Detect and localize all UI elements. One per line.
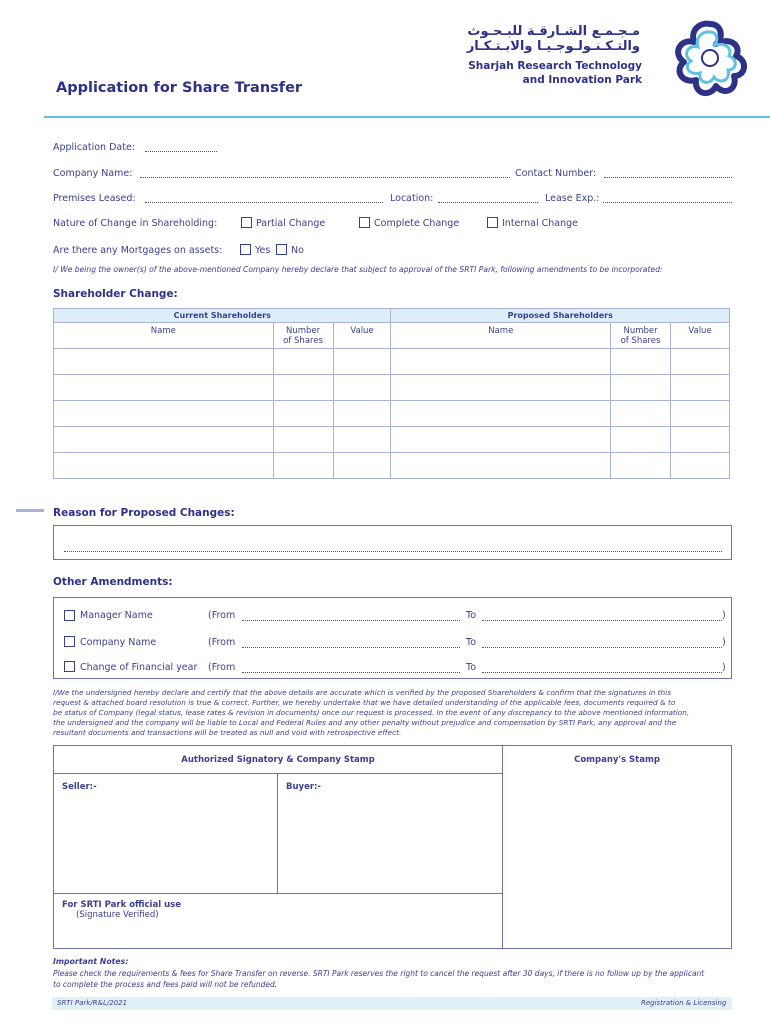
table-row <box>54 401 730 427</box>
logo-arabic-text <box>467 24 640 54</box>
company-stamp-box[interactable] <box>503 746 732 949</box>
important-notes-heading: Important Notes: <box>53 957 129 966</box>
application-date-field[interactable] <box>145 151 217 152</box>
contact-number-label: Contact Number: <box>515 168 597 179</box>
important-notes-text: Please check the requirements & fees for Share Transfer on reverse. SRTI Park reserves the right to cancel the request after 30 days, if there is no follow up by the applicant to complete the process and fees paid will not be refunded. <box>53 969 705 989</box>
location-field[interactable] <box>438 202 538 203</box>
proposed-value-header: Value <box>671 323 730 349</box>
mortgage-no-checkbox[interactable] <box>276 244 287 255</box>
official-use-box[interactable] <box>54 894 503 949</box>
contact-number-field[interactable] <box>604 177 732 178</box>
company-name-from: (From <box>208 637 236 648</box>
manager-name-from: (From <box>208 610 236 621</box>
manager-name-from-field[interactable] <box>242 620 460 621</box>
footer-bar <box>52 997 732 1010</box>
manager-name-label: Manager Name <box>80 610 153 621</box>
mortgage-yes-checkbox[interactable] <box>240 244 251 255</box>
premises-leased-label: Premises Leased: <box>53 193 136 204</box>
proposed-shares-header: Number of Shares <box>611 323 671 349</box>
internal-change-checkbox[interactable] <box>487 217 498 228</box>
logo-en-line1: Sharjah Research Technology <box>468 60 642 72</box>
footer-department: Registration & Licensing <box>641 999 727 1007</box>
complete-change-checkbox[interactable] <box>359 217 370 228</box>
company-name-from-field[interactable] <box>242 647 460 648</box>
current-name-header: Name <box>54 323 274 349</box>
seller-label: Seller:- <box>62 782 97 792</box>
mortgage-no-label: No <box>291 245 304 256</box>
table-row <box>54 349 730 375</box>
application-date-label: Application Date: <box>53 142 136 153</box>
location-label: Location: <box>390 193 434 204</box>
nature-of-change-label: Nature of Change in Shareholding: <box>53 218 218 229</box>
company-name-close: ) <box>722 637 726 648</box>
logo-en-line2: and Innovation Park <box>522 74 642 86</box>
complete-change-label: Complete Change <box>374 218 460 229</box>
shareholder-table <box>53 308 730 479</box>
reason-heading: Reason for Proposed Changes: <box>53 507 235 519</box>
reason-line <box>64 551 722 552</box>
lease-exp-field[interactable] <box>603 202 732 203</box>
partial-change-checkbox[interactable] <box>241 217 252 228</box>
header-divider <box>44 116 770 118</box>
signature-table <box>53 745 732 949</box>
premises-leased-field[interactable] <box>145 202 383 203</box>
other-amendments-heading: Other Amendments: <box>53 576 173 588</box>
declaration-text-2: I/We the undersigned hereby declare and certify that the above details are accurate which is verified by the proposed Shareholders & confirm that the signatures in this request & attached board resolution is true & correct. Further, we hereby undertake that we have detailed understanding of the applicable fees, documents required & to be status of Company (legal status, lease rates & revision in documents) once our request is processed. In the event of any discrepancy to the above mentioned information, the undersigned and the company will be liable to Local and Federal Rules and any other penalty without prejudice and compensation by SRTI Park, any approval and the resultant documents and transactions will be treated as null and void with retrospective effect. <box>53 688 690 737</box>
manager-name-to: To <box>466 610 477 621</box>
proposed-name-header: Name <box>391 323 611 349</box>
manager-name-to-field[interactable] <box>482 620 722 621</box>
company-name-to-field[interactable] <box>482 647 722 648</box>
buyer-signature-box[interactable] <box>278 774 503 894</box>
financial-year-to-field[interactable] <box>482 672 722 673</box>
page-title: Application for Share Transfer <box>56 80 303 96</box>
srti-logo-icon <box>664 18 756 98</box>
mortgages-label: Are there any Mortgages on assets: <box>53 245 223 256</box>
company-name-field[interactable] <box>140 177 510 178</box>
manager-name-checkbox[interactable] <box>64 610 75 621</box>
logo-arabic-line2: والتـكـنـولـوجـيـا والابـتـكـار <box>466 39 640 54</box>
company-name-label: Company Name: <box>53 168 133 179</box>
current-shareholders-header: Current Shareholders <box>54 309 391 323</box>
official-use-label: For SRTI Park official use <box>62 900 181 910</box>
logo-english-text <box>468 59 642 87</box>
table-row <box>54 375 730 401</box>
financial-year-from: (From <box>208 662 236 673</box>
shareholder-change-heading: Shareholder Change: <box>53 288 178 300</box>
mortgage-yes-label: Yes <box>255 245 271 256</box>
proposed-shareholders-header: Proposed Shareholders <box>391 309 730 323</box>
margin-marker <box>16 509 44 512</box>
seller-signature-box[interactable] <box>54 774 278 894</box>
company-name-checkbox[interactable] <box>64 636 75 647</box>
table-row <box>54 453 730 479</box>
reason-box[interactable] <box>53 525 732 560</box>
footer-reference: SRTI Park/R&L/2021 <box>57 999 128 1007</box>
declaration-text-1: I/ We being the owner(s) of the above-mentioned Company hereby declare that subject to approval of the SRTI Park, following amendments to be incorporated: <box>53 265 663 274</box>
signature-verified-label: (Signature Verified) <box>76 910 159 920</box>
financial-year-label: Change of Financial year <box>80 662 198 673</box>
partial-change-label: Partial Change <box>256 218 326 229</box>
current-shares-header: Number of Shares <box>273 323 333 349</box>
table-row <box>54 427 730 453</box>
financial-year-checkbox[interactable] <box>64 661 75 672</box>
company-name-amend-label: Company Name <box>80 637 157 648</box>
authorized-signatory-header: Authorized Signatory & Company Stamp <box>54 746 503 774</box>
company-name-to: To <box>466 637 477 648</box>
internal-change-label: Internal Change <box>502 218 579 229</box>
buyer-label: Buyer:- <box>286 782 321 792</box>
company-stamp-label: Company's Stamp <box>574 755 660 765</box>
financial-year-from-field[interactable] <box>242 672 460 673</box>
manager-name-close: ) <box>722 610 726 621</box>
lease-exp-label: Lease Exp.: <box>545 193 600 204</box>
current-value-header: Value <box>333 323 391 349</box>
financial-year-to: To <box>466 662 477 673</box>
financial-year-close: ) <box>722 662 726 673</box>
logo-arabic-line1: مـجـمـع الشـارقـة للبـحـوث <box>467 24 640 39</box>
